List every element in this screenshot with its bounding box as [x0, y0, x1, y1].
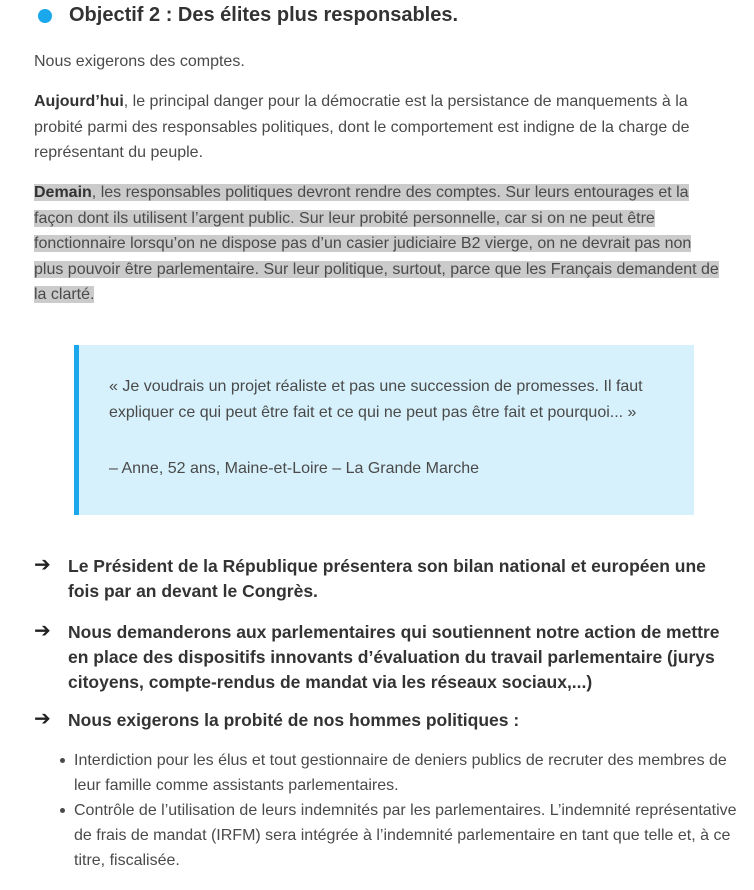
highlighted-selection — [34, 184, 719, 303]
bullet-list — [60, 748, 740, 873]
blue-dot-icon — [38, 9, 52, 23]
arrow-item — [34, 620, 734, 695]
today-label: Aujourd’hui — [34, 93, 124, 110]
quote-author: – Anne, 52 ans, Maine-et-Loire – La Grande Marche — [109, 460, 479, 477]
today-text: , le principal danger pour la démocratie est la persistance de manquements à la probité parmi des responsables politiques, dont le comportement est indigne de la charge de représentant du peuple. — [34, 93, 690, 161]
bullet-icon — [60, 808, 65, 813]
list-item-text: Contrôle de l’utilisation de leurs indemnités par les parlementaires. L’indemnité représentative de frais de mandat (IRFM) sera intégrée à l’indemnité parlementaire en tant que telle et, à ce titre, fiscalisée. — [74, 802, 737, 869]
arrow-item-text: Nous exigerons la probité de nos hommes politiques : — [68, 710, 520, 730]
arrow-item — [34, 708, 734, 733]
list-item — [60, 748, 740, 798]
section-title: Objectif 2 : Des élites plus responsables. — [69, 4, 459, 26]
tomorrow-text: , les responsables politiques devront rendre des comptes. Sur leurs entourages et la façon dont ils utilisent l’argent public. Sur leur probité personnelle, car si on ne peut être fonctionnaire lorsqu’on ne dispose pas d’un casier judiciaire B2 vierge, on ne devrait pas non plus pouvoir être parlementaire. Sur leur politique, surtout, parce que les Français demandent de la clarté. — [34, 184, 719, 303]
tomorrow-paragraph — [34, 180, 724, 308]
arrow-right-icon: ➔ — [34, 554, 51, 576]
bullet-icon — [60, 758, 65, 763]
arrow-item — [34, 554, 734, 604]
quote-box — [74, 345, 694, 515]
list-item — [60, 798, 740, 873]
section-heading — [38, 4, 458, 27]
tomorrow-label: Demain — [34, 184, 92, 201]
arrow-item-text: Le Président de la République présentera son bilan national et européen une fois par an devant le Congrès. — [68, 556, 706, 601]
quote-text: « Je voudrais un projet réaliste et pas une succession de promesses. Il faut expliquer ce qui peut être fait et ce qui ne peut pas être fait et pourquoi... » — [109, 378, 643, 421]
list-item-text: Interdiction pour les élus et tout gestionnaire de deniers publics de recruter des membres de leur famille comme assistants parlementaires. — [74, 752, 727, 794]
arrow-right-icon: ➔ — [34, 620, 51, 642]
today-paragraph — [34, 89, 724, 166]
intro-paragraph: Nous exigerons des comptes. — [34, 53, 245, 70]
arrow-item-text: Nous demanderons aux parlementaires qui soutiennent notre action de mettre en place des dispositifs innovants d’évaluation du travail parlementaire (jurys citoyens, compte-rendus de mandat via les réseaux sociaux,...) — [68, 622, 720, 692]
arrow-right-icon: ➔ — [34, 708, 51, 730]
